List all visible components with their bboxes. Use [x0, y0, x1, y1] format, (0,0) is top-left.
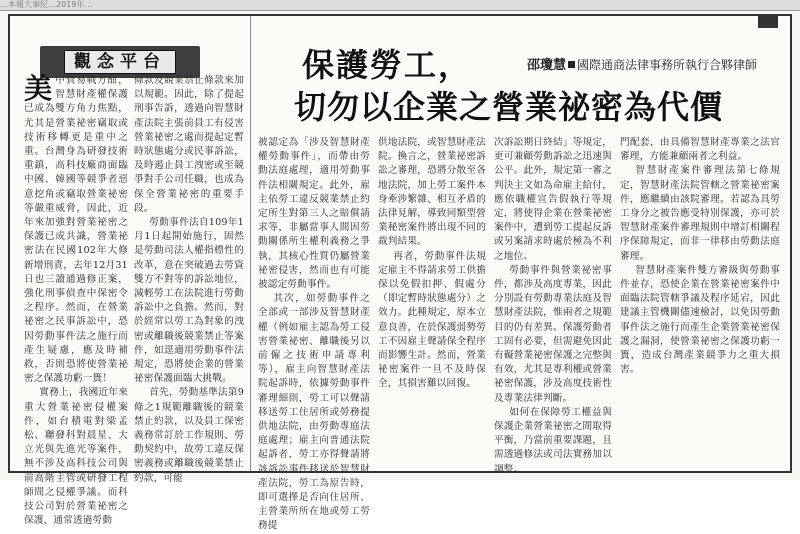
corner-mark — [758, 16, 778, 28]
article-column-1 — [24, 72, 128, 527]
headline-line-1: 保護勞工， — [302, 46, 473, 84]
byline — [527, 54, 757, 73]
dropcap: 美 — [24, 72, 53, 105]
byline-author: 邵瓊慧 — [527, 58, 567, 73]
article-frame — [8, 14, 792, 532]
article-column-3 — [258, 136, 370, 532]
article-column-4 — [378, 136, 486, 466]
article-paragraph: 勞動事件與營業祕密事件，都涉及高度專業，因此分別設有勞動專業法庭及智慧財產法院，惟兩者之規範目的仍有差異。保護勞動者工固有必要，但需避免因此有礙營業祕密保護之完整與有效，尤其是專利權或營業祕密保護，涉及高度技術性及專業法律判斷。 — [494, 264, 612, 404]
article-paragraph: 門配套，由具備智慧財產專業之法官審理，方能兼顧兩者之利益。 — [620, 137, 780, 163]
article-paragraph: 如何在保障勞工權益與保護企業營業祕密之間取得平衡，乃當前重要課題，且需透過修法或司法實務加以調整。 — [494, 406, 612, 475]
column-label: 觀念平台 — [64, 50, 176, 74]
article-text: 中貿易戰方酣，智慧財產權保護已成為雙方角力焦點，尤其是營業祕密竊取或技術移轉更是重中之重。台灣身為研發技術重鎮，高科技廠商面臨中國、韓國等競爭者惡意挖角或竊取營業祕密等嚴重威脅，因此，近年來加強對營業祕密之保護已成共識，營業祕密法在民國102年大修新增刑責，去年12月31日也三讀通過修正案，強化刑事偵查中保密令之程序。然而，在營業祕密之民事訴訟中，恐因勞動事件法之施行而產生疑慮，應及時補救，否則恐將使營業祕密之保護功虧一簣！ — [24, 75, 128, 385]
article-paragraph: 次訴訟期日終結」等規定，更可兼顧勞動訴訟之迅速與公平。此外，規定第一審之判決主文如為命雇主給付，應依職權宣告假執行等規定，將使得企業在營業祕密案件中，遭到勞工提起反訴或另案請求時處於極為不利之地位。 — [494, 137, 612, 262]
article-column-5 — [494, 136, 612, 475]
square-bullet-icon — [568, 61, 575, 68]
article-paragraph: 其次，如勞動事件之全部或一部涉及智慧財產權（例如雇主認為勞工侵害營業祕密、離職後另以前僱之技術申請專利等），雇主向智慧財產法院起訴時，依據勞動事件審理細則，勞工可以聲請移送勞工住居所或勞務提供地法院，由勞動專庭法庭處理；雇主向普通法院起訴者，勞工亦得聲請將該訴訟事件移送於智慧財產法院，勞工為原告時，即可選擇是否向住居所、主營業所所在地或勞工勞務提 — [258, 293, 370, 532]
article-paragraph: 再者，勞動事件法規定雇主不得請求勞工供擔保以免假扣押、假處分（即定暫時狀態處分）之效力。此種規定，原本立意良善，在於保護弱勢勞工不因雇主聲請保全程序而影響生計。然而，營業祕密案件一旦不及時保全，其損害難以回復。 — [378, 250, 486, 390]
article-column-6 — [620, 136, 780, 466]
article-paragraph: 條款及競業禁止條款來加以規範。因此，除了提起刑事告訴，透過向智慧財產法院主張前員工有侵害營業祕密之處而提起定暫時狀態處分或民事訴訟，及時遏止員工洩密或至競爭對手公司任職，也成為保全營業祕密的重要手段。 — [134, 75, 244, 214]
top-strip — [0, 0, 800, 11]
article-paragraph: 首先，勞動基準法第9條之1規範離職後的競業禁止約款，以及員工保密義務常訂於工作規則、勞動契約中，故勞工違反保密義務或離職後競業禁止約款，可能 — [134, 387, 244, 484]
article-paragraph: 供地法院，或智慧財產法院。換言之，營業祕密訴訟之審理，恐將分散至各地法院，加上勞工案件本身牽涉繁雜、相互矛盾的法律見解，導致同類型營業秘密案件將出現不同的裁判結果。 — [378, 137, 486, 248]
column-rule — [250, 16, 251, 471]
article-paragraph: 被認定為「涉及智慧財產權勞動事件」，而帶由勞動法庭處理，適用勞動事件法相關規定。此外，雇主依勞工違反競業禁止約定所生對第三人之賠償請求等，非屬當事人間因勞動關係所生權利義務之爭執，其核心性質仍屬營業祕密侵害，然而也有可能被認定勞動事件。 — [258, 137, 370, 291]
byline-affiliation: 國際通商法律事務所執行合夥律師 — [577, 58, 758, 72]
article-paragraph: 智慧財產案件雙方審級與勞動事件並存，恐使企業在營業祕密案件中面臨法院管轄爭議及程序延宕，因此建議主管機關儘速檢討，以免因勞動事件法之施行而產生企業營業祕密保護之漏洞，使營業祕密之保護功虧一簣，造成台灣產業競爭力之重大損害。 — [620, 264, 780, 376]
article-column-2 — [134, 74, 244, 484]
headline-line-2: 切勿以企業之營業祕密為代價 — [294, 88, 724, 126]
article-paragraph: 智慧財產案件審理法第七條規定，智慧財產法院管轄之營業祕密案件，應繼續由該院審理。若認為具勞工身分之被告應受特別保護，亦可於智慧財產案件審理規則中增訂相關程序保障規定，而非一律移由勞動法庭審理。 — [620, 165, 780, 262]
article-paragraph: 勞動事件法自109年1月1日起開始施行，固然是勞動司法人權指標性的改革，意在突破過去勞資雙方不對等的訴訟地位，減輕勞工在法院進行勞動訴訟中之負擔。然而，對於經常以勞工為對象的洩密或離職後競業禁止等案件，如逕適用勞動事件法規定，恐將使企業的營業祕密保護面臨大挑戰。 — [134, 217, 244, 385]
article-paragraph: 實務上，我國近年來重大營業祕密侵權案件，如台積電對梁孟松、聯發科對晨星、大立光與先進光等案件，無不涉及高科技公司與前高階主管或研發工程師間之侵權爭議。而科技公司對於營業祕密之保護，通常透過勞動 — [24, 387, 128, 527]
article-paragraph — [24, 74, 128, 386]
top-strip-text: …本報大事紀…2019年… — [0, 0, 93, 9]
